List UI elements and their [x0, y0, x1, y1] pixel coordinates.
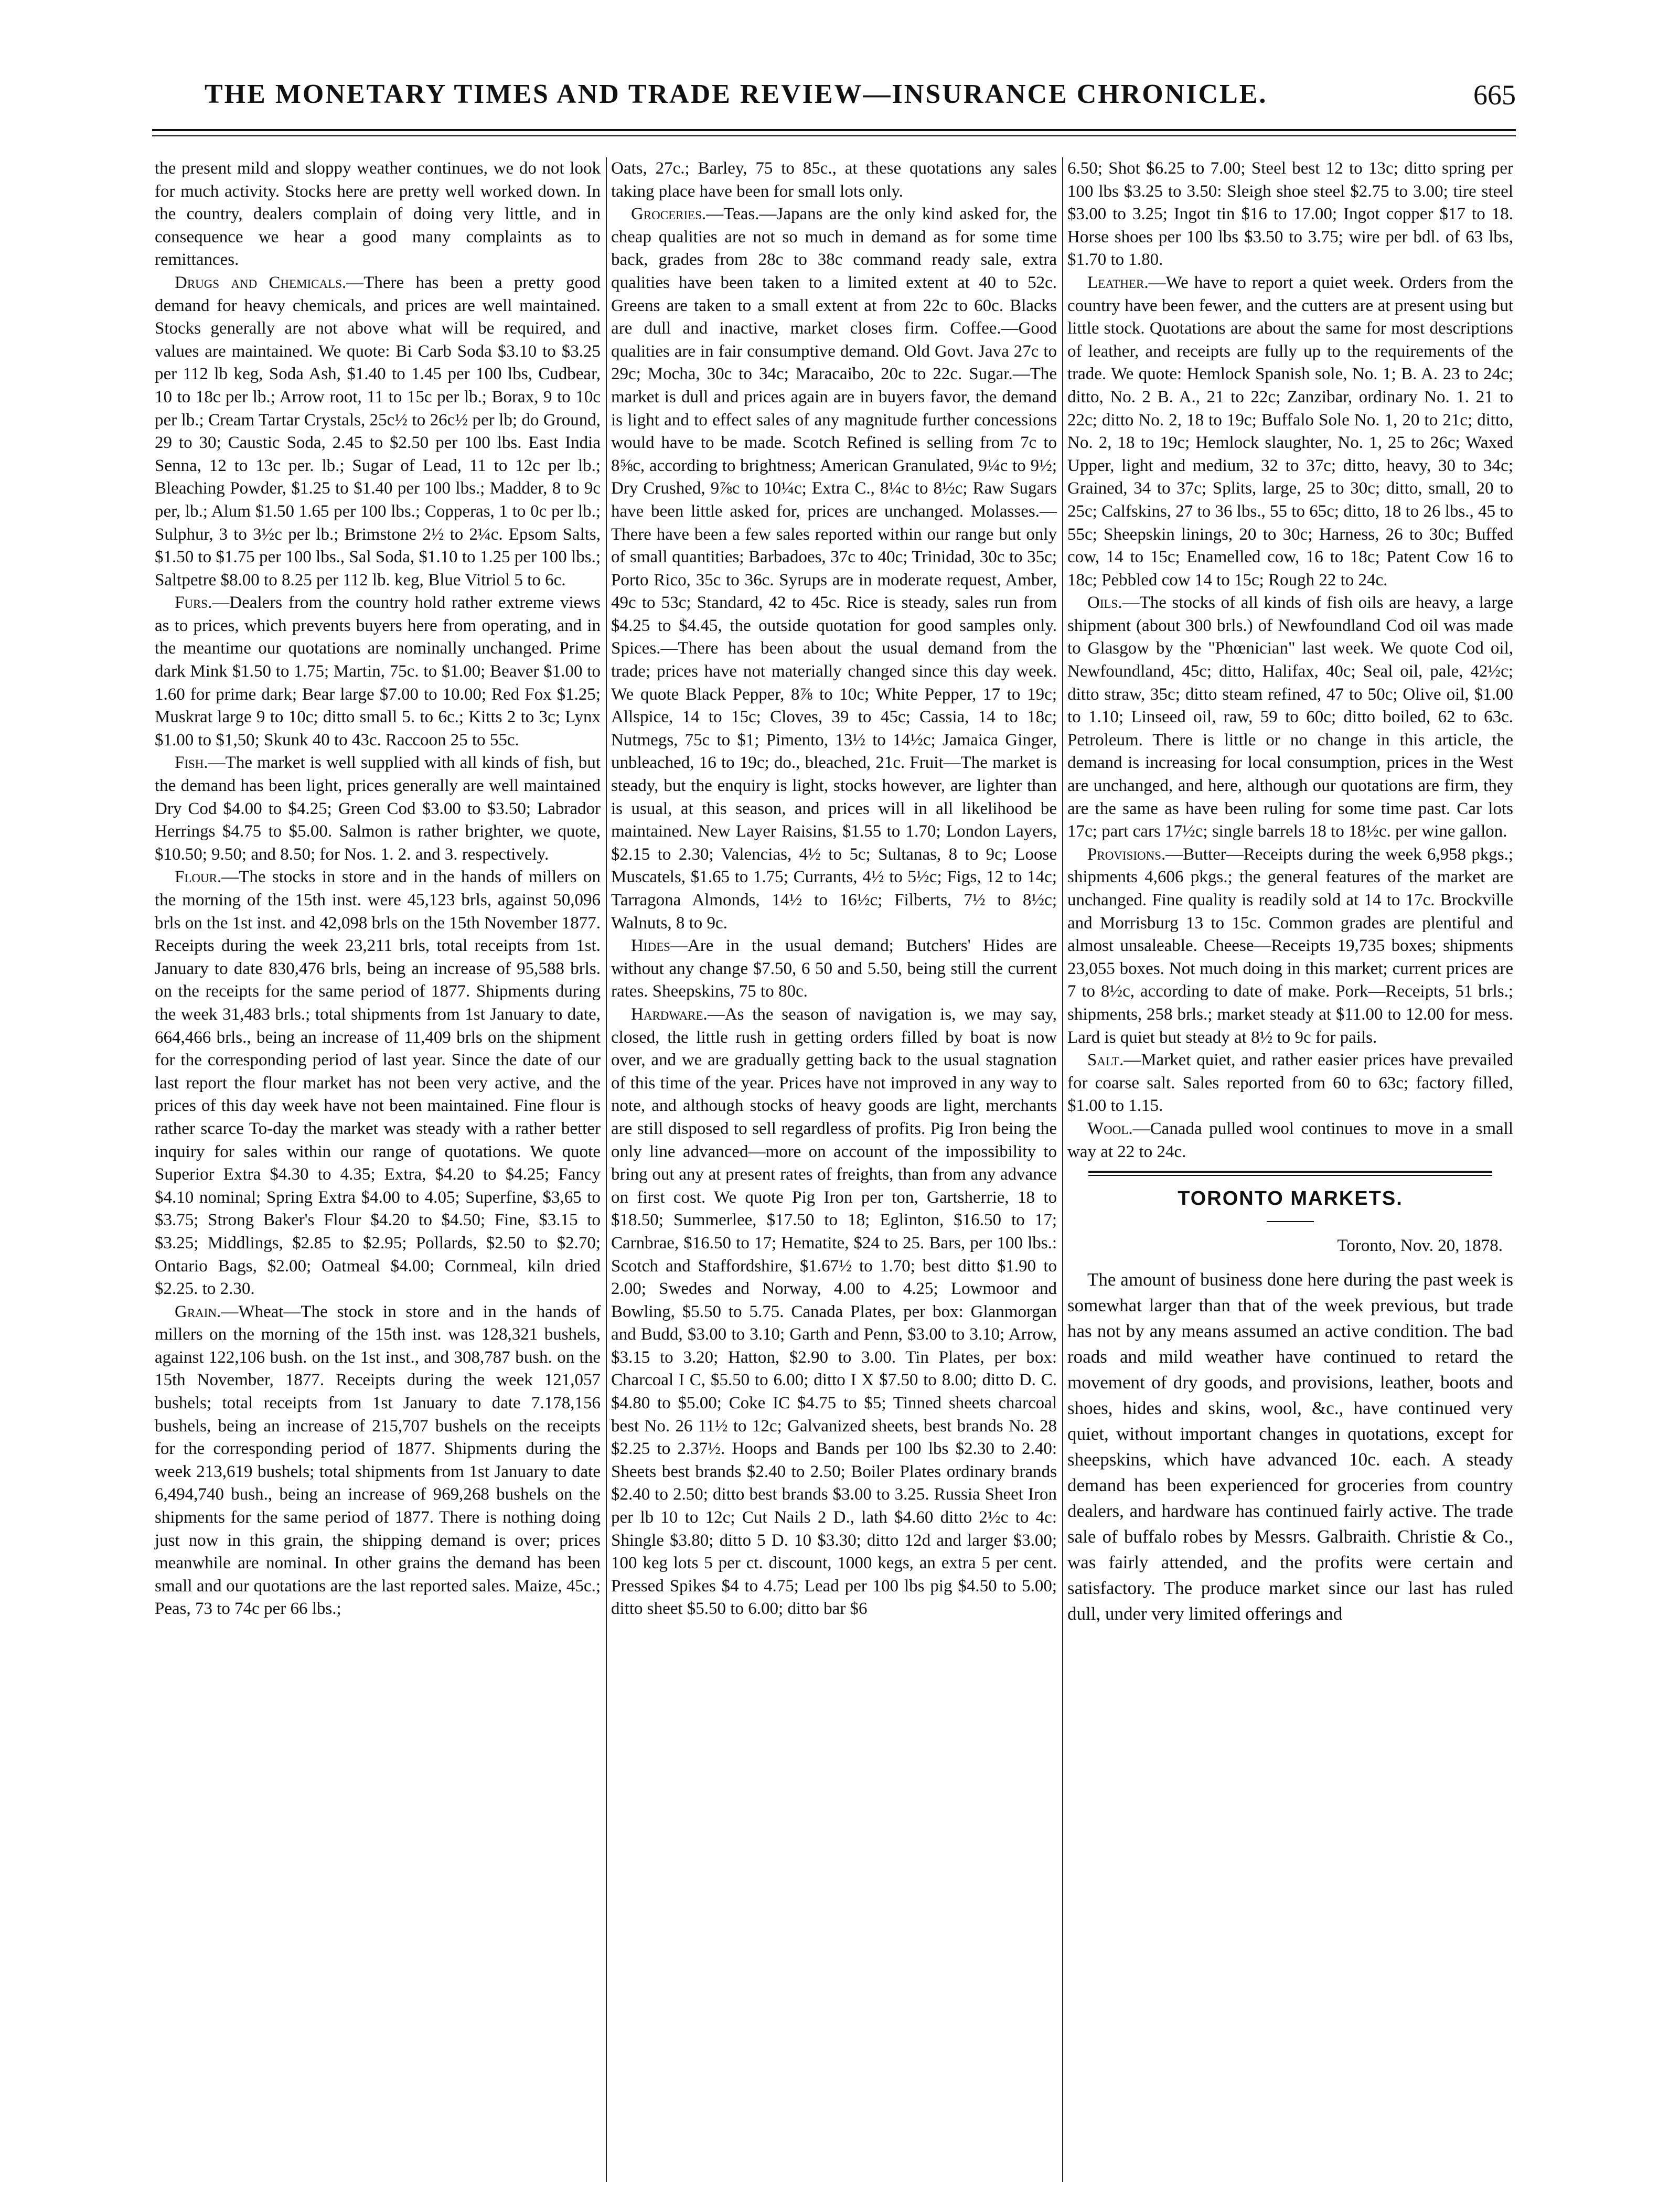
hides-section [611, 935, 1057, 1003]
oils-text: —The stocks of all kinds of fish oils are heavy, a large shipment (about 300 brls.) of Newfoundland Cod oil was made to Glasgow by the "Phœnician" last week. We quote Cod oil, Newfoundland, 45c; ditto, Halifax, 40c; Seal oil, pale, 42½c; ditto straw, 35c; ditto steam refined, 47 to 50c; Olive oil, $1.00 to 1.10; Linseed oil, raw, 59 to 60c; ditto boiled, 62 to 63c. Petroleum. There is little or no change in this article, the demand is increasing for local consumption, prices in the West are unchanged, and here, although our quotations are firm, they are the same as have been ruling for some time past. Car lots 17c; part cars 17½c; single barrels 18 to 18½c. per wine gallon. [1067, 593, 1513, 841]
fish-heading: Fish. [175, 753, 208, 773]
fish-section [155, 752, 601, 866]
hardware-text: —As the season of navigation is, we may say, closed, the little rush in getting orders filled by boat is now over, and we are gradually getting back to the usual stagnation of this time of the year. Prices have not improved in any way to note, and although stocks of heavy goods are light, merchants are still disposed to sell regardless of profits. Pig Iron being the only line advanced—more on account of the impossibility to bring out any at present rates of freights, than from any advance on first cost. We quote Pig Iron per ton, Gartsherrie, 18 to $18.50; Summerlee, $17.50 to 18; Eglinton, $16.50 to 17; Carnbrae, $16.50 to 17; Hematite, $24 to 25. Bars, per 100 lbs.: Scotch and Staffordshire, $1.67½ to 1.70; best ditto $1.90 to 2.00; Swedes and Norway, 4.00 to 4.25; Lowmoor and Bowling, $5.50 to 5.75. Canada Plates, per box: Glanmorgan and Budd, $3.00 to 3.10; Garth and Penn, $3.00 to 3.10; Arrow, $3.15 to 3.20; Hatton, $2.90 to 3.00. Tin Plates, per box: Charcoal I C, $5.50 to 6.00; ditto I X $7.50 to 8.00; ditto D. C. $4.80 to $5.00; Coke IC $4.75 to $5; Tinned sheets charcoal best No. 26 11½ to 12c; Galvanized sheets, best brands No. 28 $2.25 to 2.37½. Hoops and Bands per 100 lbs $2.30 to 2.40: Sheets best brands $2.40 to 2.50; Boiler Plates ordinary brands $2.40 to 2.50; ditto best brands $3.00 to 3.25. Russia Sheet Iron per lb 10 to 12c; Cut Nails 2 D., lath $4.60 ditto 2½c to 4c: Shingle $3.80; ditto 5 D. 10 $3.30; ditto 12d and larger $3.00; 100 keg lots 5 per ct. discount, 1000 kegs, an extra 5 per cent. Pressed Spikes $4 to 4.75; Lead per 100 lbs pig $4.50 to 5.00; ditto sheet $5.50 to 6.00; ditto bar $6 [611, 1004, 1057, 1619]
column-divider-2 [1062, 157, 1063, 2182]
title-short-rule [1267, 1221, 1314, 1222]
wool-text: —Canada pulled wool continues to move in a small way at 22 to 24c. [1067, 1119, 1513, 1161]
page-number: 665 [1473, 79, 1516, 111]
column-divider-1 [606, 157, 607, 2182]
intro-paragraph: the present mild and sloppy weather continues, we do not look for much activity. Stocks here are pretty well worked down. In the country, dealers complain of doing very little, and in consequence we hear a good many complaints as to remittances. [155, 159, 601, 270]
flour-heading: Flour. [175, 868, 222, 887]
hides-text: —Are in the usual demand; Butchers' Hides are without any change $7.50, 6 50 and 5.50, being still the current rates. Sheepskins, 75 to 80c. [611, 936, 1057, 1001]
toronto-dateline: Toronto, Nov. 20, 1878. [1337, 1236, 1503, 1255]
furs-section [155, 592, 601, 752]
header-rule-thick [152, 129, 1516, 131]
drugs-chemicals-section [155, 272, 601, 592]
hardware-continued-paragraph: 6.50; Shot $6.25 to 7.00; Steel best 12 to 13c; ditto spring per 100 lbs $3.25 to 3.50: Sleigh shoe steel $2.75 to 3.00; tire steel $3.00 to 3.25; Ingot tin $16 to 17.00; Ingot copper $17 to 18. Horse shoes per 100 lbs $3.50 to 3.75; wire per bdl. of 63 lbs, $1.70 to 1.80. [1067, 159, 1513, 270]
drugs-text: —There has been a pretty good demand for heavy chemicals, and prices are well maintained. Stocks generally are not above what will be required, and values are maintained. We quote: Bi Carb Soda $3.10 to $3.25 per 112 lb keg, Soda Ash, $1.40 to 1.45 per 100 lbs, Cudbear, 10 to 18c per lb.; Arrow root, 11 to 15c per lb.; Borax, 9 to 10c per lb.; Cream Tartar Crystals, 25c½ to 26c½ per lb; do Ground, 29 to 30; Caustic Soda, 2.45 to $2.50 per 100 lbs. East India Senna, 12 to 13c per. lb.; Sugar of Lead, 11 to 12c per lb.; Bleaching Powder, $1.25 to $1.40 per 100 lbs.; Madder, 8 to 9c per, lb.; Alum $1.50 1.65 per 100 lbs.; Copperas, 1 to 0c per lb.; Sulphur, 3 to 3½c per lb.; Brimstone 2½ to 2¼c. Epsom Salts, $1.50 to $1.75 per 100 lbs., Sal Soda, $1.10 to 1.25 per 100 lbs.; Saltpetre $8.00 to 8.25 per 112 lb. keg, Blue Vitriol 5 to 6c. [155, 273, 601, 590]
toronto-markets-title: TORONTO MARKETS. [1178, 1187, 1403, 1210]
groceries-heading: Groceries. [631, 205, 707, 224]
hardware-section [611, 1003, 1057, 1621]
page-header [152, 79, 1516, 121]
grain-heading: Grain. [175, 1302, 221, 1321]
section-rule-thin [1088, 1175, 1492, 1176]
oils-section [1067, 592, 1513, 843]
drugs-heading: Drugs and Chemicals. [175, 273, 347, 292]
wool-section [1067, 1118, 1513, 1163]
toronto-markets-header [1067, 1171, 1513, 1211]
wool-heading: Wool. [1087, 1119, 1133, 1138]
hardware-heading: Hardware. [631, 1004, 708, 1024]
grain-text: —Wheat—The stock in store and in the hands of millers on the morning of the 15th inst. was 128,321 bushels, against 122,106 bush. on the 1st inst., and 308,787 bush. on the 15th November, 1877. Receipts during the week 121,057 bushels; total receipts from 1st January to date 7.178,156 bushels, being an increase of 215,707 bushels on the receipts for the corresponding period of 1877. Shipments during the week 213,619 bushels; total shipments from 1st January to date 6,494,740 bush., being an increase of 969,268 bushels on the shipments for the same period of 1877. There is nothing doing just now in this grain, the shipping demand is over; prices meanwhile are nominal. In other grains the demand has been small and our quotations are the last reported sales. Maize, 45c.; Peas, 73 to 74c per 66 lbs.; [155, 1302, 601, 1619]
toronto-markets-text: The amount of business done here during the past week is somewhat larger than that of the week previous, but trade has not by any means assumed an active condition. The bad roads and mild weather have continued to retard the movement of dry goods, and provisions, leather, boots and shoes, hides and skins, wool, &c., have continued very quiet, without important changes in quotations, except for sheepskins, which have advanced 10c. each. A steady demand has been experienced for groceries from country dealers, and hardware has continued fairly active. The trade sale of buffalo robes by Messrs. Galbraith. Christie & Co., was fairly attended, and the profits were certain and satisfactory. The produce market since our last has ruled dull, under very limited offerings and [1067, 1269, 1513, 1624]
column-2 [611, 157, 1057, 1621]
oats-barley-paragraph: Oats, 27c.; Barley, 75 to 85c., at these quotations any sales taking place have been for small lots only. [611, 159, 1057, 201]
provisions-section [1067, 843, 1513, 1049]
flour-section [155, 866, 601, 1300]
fish-text: —The market is well supplied with all kinds of fish, but the demand has been light, prices generally are well maintained Dry Cod $4.00 to $4.25; Green Cod $3.00 to $3.50; Labrador Herrings $4.75 to $5.00. Salmon is rather brighter, we quote, $10.50; 9.50; and 8.50; for Nos. 1. 2. and 3. respectively. [155, 753, 601, 864]
provisions-text: —Butter—Receipts during the week 6,958 pkgs.; shipments 4,606 pkgs.; the general features of the market are unchanged. Fine quality is readily sold at 14 to 17c. Brockville and Morrisburg 13 to 15c. Common grades are plentiful and almost unsaleable. Cheese—Receipts 19,735 boxes; shipments 23,055 boxes. Not much doing in this market; current prices are 7 to 8½c, according to date of make. Pork—Receipts, 51 brls.; shipments, 258 brls.; market steady at $11.00 to 12.00 for mess. Lard is quiet but steady at 8½ to 9c for pails. [1067, 844, 1513, 1047]
groceries-text: —Teas.—Japans are the only kind asked for, the cheap qualities are not so much in demand as for some time back, grades from 28c to 38c command ready sale, extra qualities have been taken to a limited extent at 40 to 52c. Greens are taken to a small extent at from 22c to 60c. Blacks are dull and inactive, market closes firm. Coffee.—Good qualities are in fair consumptive demand. Old Govt. Java 27c to 29c; Mocha, 30c to 34c; Maracaibo, 20c to 22c. Sugar.—The market is dull and prices again are in buyers favor, the demand is light and to effect sales of any magnitude further concessions would have to be made. Scotch Refined is selling from 7c to 8⅝c, according to brightness; American Granulated, 9¼c to 9½; Dry Crushed, 9⅞c to 10¼c; Extra C., 8¼c to 8½c; Raw Sugars have been little asked for, prices are unchanged. Molasses.—There have been a few sales reported within our range but only of small quantities; Barbadoes, 37c to 40c; Trinidad, 30c to 35c; Porto Rico, 35c to 36c. Syrups are in moderate request, Amber, 49c to 53c; Standard, 42 to 45c. Rice is steady, sales run from $4.25 to $4.45, the outside quotation for good samples only. Spices.—There has been about the usual demand from the trade; prices have not materially changed since this day week. We quote Black Pepper, 8⅞ to 10c; White Pepper, 17 to 19c; Allspice, 14 to 15c; Cloves, 39 to 45c; Cassia, 14 to 18c; Nutmegs, 75c to $1; Pimento, 13½ to 14½c; Jamaica Ginger, unbleached, 16 to 19c; do., bleached, 21c. Fruit—The market is steady, but the enquiry is light, stocks however, are lighter than is usual, at this season, and prices will in all likelihood be maintained. New Layer Raisins, $1.55 to 1.70; London Layers, $2.15 to 2.30; Valencias, 4½ to 5c; Sultanas, 8 to 9c; Loose Muscatels, $1.65 to 1.75; Currants, 4½ to 5½c; Figs, 12 to 14c; Tarragona Almonds, 14½ to 16½c; Filberts, 7½ to 8½c; Walnuts, 8 to 9c. [611, 205, 1057, 933]
oils-heading: Oils. [1087, 593, 1122, 613]
salt-text: —Market quiet, and rather easier prices have prevailed for coarse salt. Sales reported from 60 to 63c; factory filled, $1.00 to 1.15. [1067, 1051, 1513, 1116]
masthead-title: THE MONETARY TIMES AND TRADE REVIEW—INSURANCE CHRONICLE. [205, 79, 1268, 109]
hides-heading: Hides [631, 936, 670, 956]
leather-text: —We have to report a quiet week. Orders from the country have been fewer, and the cutters are at present using but little stock. Quotations are about the same for most descriptions of leather, and receipts are fully up to the requirements of the trade. We quote: Hemlock Spanish sole, No. 1; B. A. 23 to 24c; ditto, No. 2 B. A., 21 to 22c; Zanzibar, ordinary No. 1. 21 to 22c; ditto No. 2, 18 to 19c; Buffalo Sole No. 1, 20 to 21c; ditto, No. 2, 18 to 19c; Hemlock slaughter, No. 1, 25 to 26c; Waxed Upper, light and medium, 32 to 37c; ditto, heavy, 30 to 34c; Grained, 34 to 37c; Splits, large, 25 to 30c; ditto, small, 20 to 25c; Calfskins, 27 to 36 lbs., 55 to 65c; ditto, 18 to 26 lbs., 45 to 55c; Sheepskin linings, 20 to 30c; Harness, 26 to 30c; Buffed cow, 14 to 15c; Enamelled cow, 16 to 18c; Patent Cow 16 to 18c; Pebbled cow 14 to 15c; Rough 22 to 24c. [1067, 273, 1513, 590]
column-3 [1067, 157, 1513, 1627]
furs-text: —Dealers from the country hold rather extreme views as to prices, which prevents buyers here from operating, and in the meantime our quotations are nominally unchanged. Prime dark Mink $1.50 to 1.75; Martin, 75c. to $1.00; Beaver $1.00 to 1.60 for prime dark; Bear large $7.00 to 10.00; Red Fox $1.25; Muskrat large 9 to 10c; ditto small 5. to 6c.; Kitts 2 to 3c; Lynx $1.00 to $1,50; Skunk 40 to 43c. Raccoon 25 to 55c. [155, 593, 601, 750]
provisions-heading: Provisions. [1087, 844, 1166, 864]
grain-section [155, 1301, 601, 1621]
column-1 [155, 157, 601, 1621]
salt-heading: Salt. [1087, 1051, 1124, 1070]
furs-heading: Furs. [175, 593, 212, 613]
header-rule-thin [152, 135, 1516, 136]
leather-section [1067, 272, 1513, 592]
section-rule-thick [1088, 1171, 1492, 1173]
salt-section [1067, 1049, 1513, 1118]
groceries-section [611, 203, 1057, 935]
leather-heading: Leather. [1087, 273, 1149, 292]
flour-text: —The stocks in store and in the hands of millers on the morning of the 15th inst. were 45,123 brls, against 50,096 brls on the 1st inst. and 42,098 brls on the 15th November 1877. Receipts during the week 23,211 brls, total receipts from 1st. January to date 830,476 brls, being an increase of 95,588 brls. on the receipts for the same period of 1877. Shipments during the week 31,483 brls.; total shipments from 1st January to date, 664,466 brls., being an increase of 11,409 brls on the shipment for the corresponding period of last year. Since the date of our last report the flour market has not been very active, and the prices of this day week have not been maintained. Fine flour is rather scarce To-day the market was steady with a rather better inquiry for sales within our range of quotations. We quote Superior Extra $4.30 to 4.35; Extra, $4.20 to $4.25; Fancy $4.10 nominal; Spring Extra $4.00 to 4.05; Superfine, $3,65 to $3.75; Strong Baker's Flour $4.20 to $4.50; Fine, $3.15 to $3.25; Middlings, $2.85 to $2.95; Pollards, $2.50 to $2.70; Ontario Bags, $2.00; Oatmeal $4.00; Cornmeal, kiln dried $2.25. to 2.30. [155, 868, 601, 1299]
